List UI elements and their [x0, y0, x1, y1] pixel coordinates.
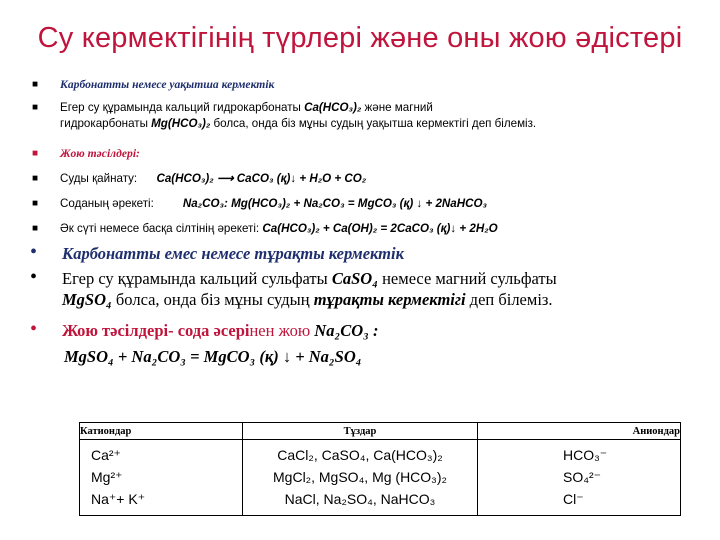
bullet-icon: ■ — [32, 79, 39, 90]
bullet-boiling: ■ Суды қайнату: Ca(HCO₃)₂ ⟶ CaCO₃ (қ)↓ + H₂O + CO₂ — [32, 172, 367, 185]
bullet-permanent-heading — [32, 243, 708, 264]
header-salts: Тұздар — [243, 423, 478, 440]
final-equation-row — [32, 346, 708, 367]
salt-item: CaCl₂, CaSO₄, Ca(HCO₃)₂ — [277, 447, 443, 463]
bullet-icon: ■ — [32, 102, 39, 113]
bullet-icon: ■ — [32, 223, 39, 234]
anion-item: SO₄²⁻ — [563, 469, 601, 485]
bullet-lime: ■ Әк сүті немесе басқа сілтінің әрекеті: Ca(HCO₃)₂ + Ca(OH)₂ = 2CaCO₃ (қ)↓ + 2H₂O — [32, 222, 498, 235]
cations-cell — [80, 440, 243, 516]
ions-table — [79, 422, 681, 516]
anion-item: Cl⁻ — [563, 491, 584, 507]
header-anions: Аниондар — [478, 423, 681, 440]
salts-cell — [243, 440, 478, 516]
lime-equation: Ca(HCO₃)₂ + Ca(OH)₂ = 2CaCO₃ (қ)↓ + 2H₂O — [262, 222, 498, 235]
bullet-icon: • — [30, 318, 38, 340]
cation-item: Mg²⁺ — [91, 469, 123, 485]
bullet-icon: ■ — [32, 148, 39, 159]
bullet-icon: • — [30, 266, 38, 288]
salt-item: NaCl, Na₂SO₄, NaHCO₃ — [284, 491, 436, 507]
page-title: Су кермектігінің түрлері және оны жою әдістері — [37, 22, 683, 54]
permanent-heading: Карбонатты емес немесе тұрақты кермектік — [62, 244, 404, 263]
carbonate-heading: Карбонатты немесе уақытша кермектік — [60, 78, 275, 91]
table-row — [80, 440, 681, 516]
boil-equation: Ca(HCO₃)₂ ⟶ CaCO₃ (қ)↓ + H₂O + CO₂ — [156, 172, 367, 185]
anion-item: HCO₃⁻ — [563, 447, 608, 463]
bullet-icon: ■ — [32, 198, 39, 209]
bullet-permanent-definition: • Егер су құрамында кальций сульфаты CaSO₄ немесе магний сульфаты MgSO₄ болса, онда біз мұны судың тұрақты кермектігі деп білеміз. — [30, 266, 557, 309]
salt-item: MgCl₂, MgSO₄, Mg (HCO₃)₂ — [273, 469, 447, 485]
cation-item: Na⁺+ K⁺ — [91, 491, 146, 507]
bullet-removal-method: • Жою тәсілдері- сода әсерінен жою Na₂CO₃ : — [30, 318, 379, 340]
methods-heading: Жою тәсілдері: — [60, 147, 140, 160]
bullet-icon: • — [30, 241, 38, 263]
header-cations: Катиондар — [80, 423, 243, 440]
final-equation: MgSO₄ + Na₂CO₃ = MgCO₃ (қ) ↓ + Na₂SO₄ — [64, 347, 362, 366]
anions-cell — [478, 440, 681, 516]
bullet-temporary-definition: ■ Егер су құрамында кальций гидрокарбонаты Ca(HCO₃)₂ және магний гидрокарбонаты Mg(HCO₃)₂ болса, онда біз мұны судың уақытша кермектігі деп білеміз. — [32, 101, 537, 130]
soda-equation: Na₂CO₃: Mg(HCO₃)₂ + Na₂CO₃ = MgCO₃ (қ) ↓ + 2NaHCO₃ — [182, 197, 488, 210]
bullet-soda: ■ Соданың әрекеті: Na₂CO₃: Mg(HCO₃)₂ + Na₂CO₃ = MgCO₃ (қ) ↓ + 2NaHCO₃ — [32, 197, 488, 210]
cation-item: Ca²⁺ — [91, 447, 121, 463]
bullet-methods-heading — [32, 146, 708, 162]
bullet-icon: ■ — [32, 173, 39, 184]
bullet-carbonate-heading — [32, 77, 708, 93]
